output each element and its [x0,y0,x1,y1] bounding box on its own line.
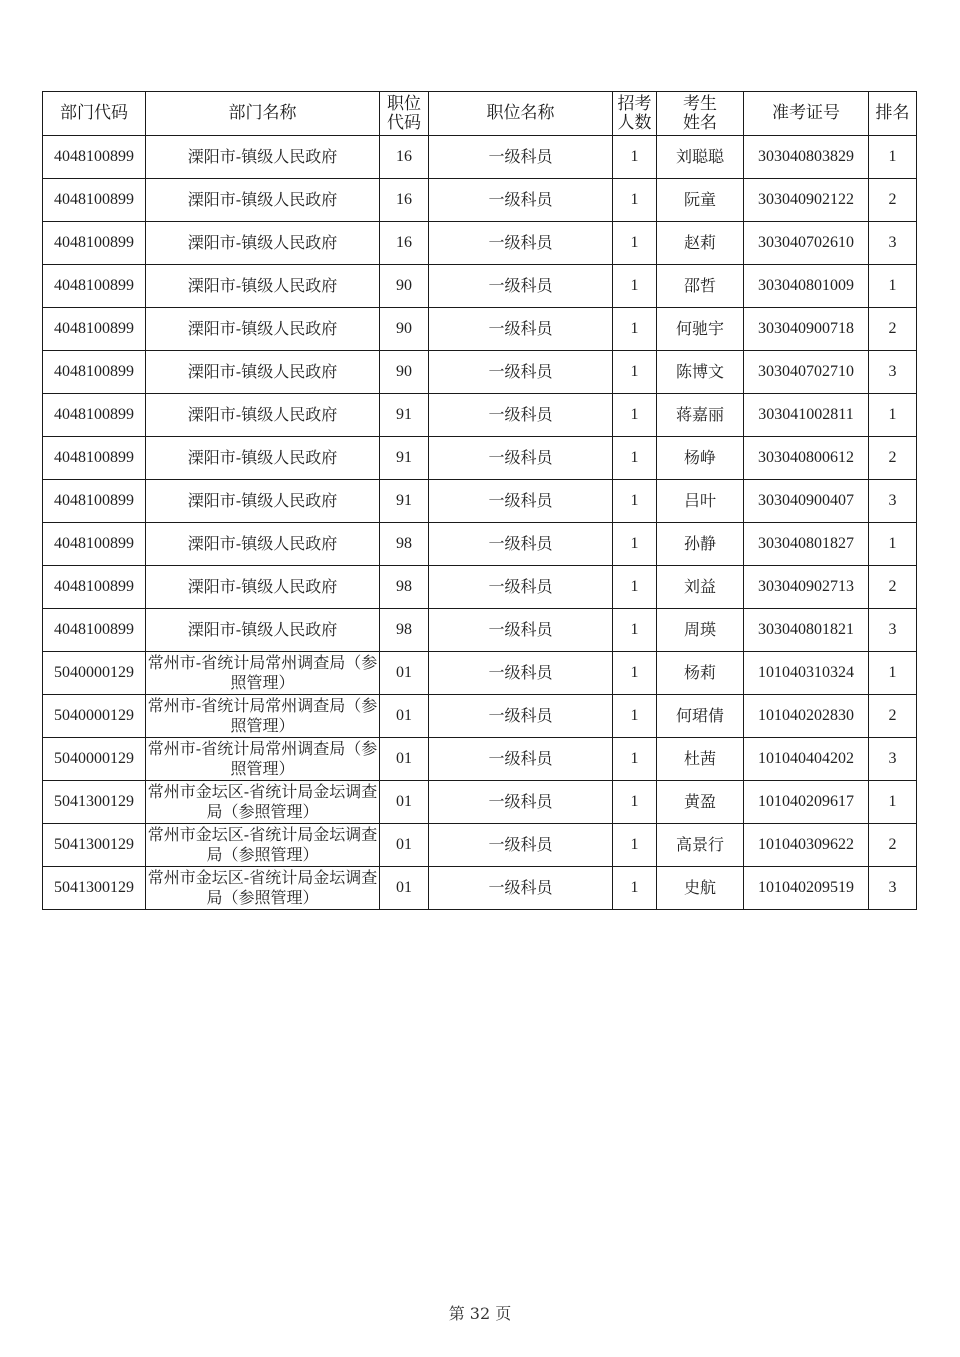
page-number: 第 32 页 [448,1304,512,1323]
cell-exam-id: 303040702610 [744,222,869,265]
cell-quota: 1 [613,824,657,867]
cell-exam-id: 101040310324 [744,652,869,695]
cell-dept-code: 4048100899 [43,308,146,351]
cell-position-name: 一级科员 [429,179,613,222]
cell-position-code: 16 [380,222,429,265]
cell-position-name: 一级科员 [429,695,613,738]
cell-exam-id: 101040309622 [744,824,869,867]
table-row [43,480,917,523]
cell-dept-name: 溧阳市-镇级人民政府 [146,480,380,523]
cell-dept-code: 4048100899 [43,523,146,566]
table-row [43,781,917,824]
cell-exam-id: 101040209519 [744,867,869,910]
cell-position-code: 91 [380,437,429,480]
cell-rank: 2 [869,695,917,738]
cell-quota: 1 [613,566,657,609]
cell-quota: 1 [613,351,657,394]
cell-exam-id: 303040801821 [744,609,869,652]
header-dept-code: 部门代码 [43,92,146,136]
cell-rank: 1 [869,781,917,824]
cell-rank: 1 [869,523,917,566]
cell-candidate-name: 赵莉 [657,222,744,265]
cell-exam-id: 303040902713 [744,566,869,609]
cell-rank: 2 [869,179,917,222]
cell-dept-code: 4048100899 [43,136,146,179]
cell-dept-code: 4048100899 [43,609,146,652]
cell-candidate-name: 何驰宇 [657,308,744,351]
cell-position-name: 一级科员 [429,394,613,437]
cell-exam-id: 101040404202 [744,738,869,781]
cell-position-code: 91 [380,394,429,437]
cell-position-code: 16 [380,136,429,179]
cell-quota: 1 [613,652,657,695]
cell-position-name: 一级科员 [429,351,613,394]
cell-candidate-name: 陈博文 [657,351,744,394]
cell-quota: 1 [613,394,657,437]
cell-position-code: 91 [380,480,429,523]
cell-candidate-name: 杨峥 [657,437,744,480]
cell-dept-name: 溧阳市-镇级人民政府 [146,523,380,566]
cell-position-code: 01 [380,824,429,867]
cell-position-code: 90 [380,351,429,394]
cell-dept-name: 溧阳市-镇级人民政府 [146,308,380,351]
cell-dept-code: 4048100899 [43,222,146,265]
cell-rank: 3 [869,480,917,523]
cell-quota: 1 [613,867,657,910]
cell-quota: 1 [613,781,657,824]
cell-position-code: 01 [380,652,429,695]
cell-position-name: 一级科员 [429,265,613,308]
cell-candidate-name: 刘聪聪 [657,136,744,179]
cell-dept-name: 溧阳市-镇级人民政府 [146,136,380,179]
cell-candidate-name: 周瑛 [657,609,744,652]
cell-dept-code: 4048100899 [43,480,146,523]
cell-position-name: 一级科员 [429,523,613,566]
table-row [43,265,917,308]
cell-position-code: 16 [380,179,429,222]
cell-candidate-name: 史航 [657,867,744,910]
cell-rank: 2 [869,566,917,609]
table-row [43,394,917,437]
table-row [43,308,917,351]
cell-rank: 3 [869,867,917,910]
cell-position-name: 一级科员 [429,609,613,652]
cell-position-name: 一级科员 [429,308,613,351]
table-row [43,609,917,652]
cell-dept-code: 5041300129 [43,867,146,910]
table-row [43,738,917,781]
cell-dept-name: 溧阳市-镇级人民政府 [146,265,380,308]
cell-dept-code: 4048100899 [43,566,146,609]
cell-position-code: 90 [380,308,429,351]
cell-dept-name: 溧阳市-镇级人民政府 [146,394,380,437]
table-row [43,437,917,480]
cell-candidate-name: 黄盈 [657,781,744,824]
cell-rank: 2 [869,824,917,867]
cell-rank: 2 [869,437,917,480]
cell-position-name: 一级科员 [429,136,613,179]
header-position-code: 职位 代码 [380,92,429,136]
cell-rank: 2 [869,308,917,351]
cell-quota: 1 [613,523,657,566]
cell-dept-name: 溧阳市-镇级人民政府 [146,351,380,394]
cell-position-code: 01 [380,695,429,738]
cell-quota: 1 [613,609,657,652]
header-quota: 招考 人数 [613,92,657,136]
cell-dept-name: 常州市-省统计局常州调查局（参照管理） [146,695,380,738]
cell-dept-name: 常州市-省统计局常州调查局（参照管理） [146,738,380,781]
header-exam-id: 准考证号 [744,92,869,136]
cell-position-name: 一级科员 [429,738,613,781]
cell-quota: 1 [613,695,657,738]
cell-exam-id: 303040801827 [744,523,869,566]
cell-dept-name: 常州市金坛区-省统计局金坛调查局（参照管理） [146,781,380,824]
cell-dept-name: 常州市金坛区-省统计局金坛调查局（参照管理） [146,824,380,867]
cell-dept-name: 溧阳市-镇级人民政府 [146,437,380,480]
cell-dept-name: 溧阳市-镇级人民政府 [146,609,380,652]
cell-rank: 1 [869,265,917,308]
table-row [43,523,917,566]
cell-quota: 1 [613,179,657,222]
cell-position-name: 一级科员 [429,867,613,910]
cell-rank: 1 [869,394,917,437]
cell-exam-id: 303040902122 [744,179,869,222]
cell-candidate-name: 吕叶 [657,480,744,523]
cell-exam-id: 303040900718 [744,308,869,351]
cell-candidate-name: 高景行 [657,824,744,867]
cell-quota: 1 [613,480,657,523]
cell-candidate-name: 蒋嘉丽 [657,394,744,437]
cell-position-code: 98 [380,523,429,566]
cell-position-code: 01 [380,867,429,910]
cell-dept-code: 5040000129 [43,652,146,695]
cell-exam-id: 101040202830 [744,695,869,738]
table-row [43,566,917,609]
cell-position-name: 一级科员 [429,437,613,480]
cell-quota: 1 [613,437,657,480]
cell-rank: 3 [869,351,917,394]
cell-rank: 1 [869,652,917,695]
results-table [42,91,917,910]
cell-quota: 1 [613,265,657,308]
cell-position-code: 01 [380,738,429,781]
cell-candidate-name: 刘益 [657,566,744,609]
header-row [43,92,917,136]
cell-dept-code: 4048100899 [43,351,146,394]
cell-position-name: 一级科员 [429,566,613,609]
table-row [43,222,917,265]
cell-dept-code: 5041300129 [43,781,146,824]
cell-exam-id: 303040702710 [744,351,869,394]
header-position-name: 职位名称 [429,92,613,136]
header-dept-name: 部门名称 [146,92,380,136]
cell-dept-code: 4048100899 [43,265,146,308]
cell-dept-name: 溧阳市-镇级人民政府 [146,222,380,265]
cell-candidate-name: 邵哲 [657,265,744,308]
cell-rank: 3 [869,738,917,781]
cell-dept-code: 5040000129 [43,695,146,738]
cell-dept-name: 常州市-省统计局常州调查局（参照管理） [146,652,380,695]
cell-dept-name: 常州市金坛区-省统计局金坛调查局（参照管理） [146,867,380,910]
cell-quota: 1 [613,308,657,351]
cell-position-code: 98 [380,566,429,609]
table-row [43,652,917,695]
cell-dept-name: 溧阳市-镇级人民政府 [146,179,380,222]
header-rank: 排名 [869,92,917,136]
cell-dept-code: 4048100899 [43,179,146,222]
table-row [43,351,917,394]
table-row [43,824,917,867]
cell-quota: 1 [613,136,657,179]
cell-candidate-name: 何珺倩 [657,695,744,738]
cell-exam-id: 303041002811 [744,394,869,437]
table-body [43,136,917,910]
cell-dept-code: 5041300129 [43,824,146,867]
table-row [43,136,917,179]
cell-quota: 1 [613,222,657,265]
cell-exam-id: 303040900407 [744,480,869,523]
cell-position-name: 一级科员 [429,480,613,523]
table-row [43,867,917,910]
cell-position-name: 一级科员 [429,652,613,695]
cell-candidate-name: 阮童 [657,179,744,222]
cell-dept-code: 4048100899 [43,437,146,480]
cell-position-code: 98 [380,609,429,652]
cell-position-name: 一级科员 [429,222,613,265]
cell-exam-id: 303040803829 [744,136,869,179]
cell-candidate-name: 孙静 [657,523,744,566]
cell-candidate-name: 杜茜 [657,738,744,781]
cell-dept-code: 4048100899 [43,394,146,437]
cell-exam-id: 101040209617 [744,781,869,824]
table-row [43,179,917,222]
header-candidate-name: 考生 姓名 [657,92,744,136]
cell-candidate-name: 杨莉 [657,652,744,695]
cell-position-code: 90 [380,265,429,308]
cell-dept-name: 溧阳市-镇级人民政府 [146,566,380,609]
cell-exam-id: 303040800612 [744,437,869,480]
cell-rank: 3 [869,609,917,652]
cell-quota: 1 [613,738,657,781]
cell-dept-code: 5040000129 [43,738,146,781]
cell-position-name: 一级科员 [429,824,613,867]
cell-position-name: 一级科员 [429,781,613,824]
cell-rank: 3 [869,222,917,265]
cell-rank: 1 [869,136,917,179]
cell-position-code: 01 [380,781,429,824]
table-row [43,695,917,738]
cell-exam-id: 303040801009 [744,265,869,308]
